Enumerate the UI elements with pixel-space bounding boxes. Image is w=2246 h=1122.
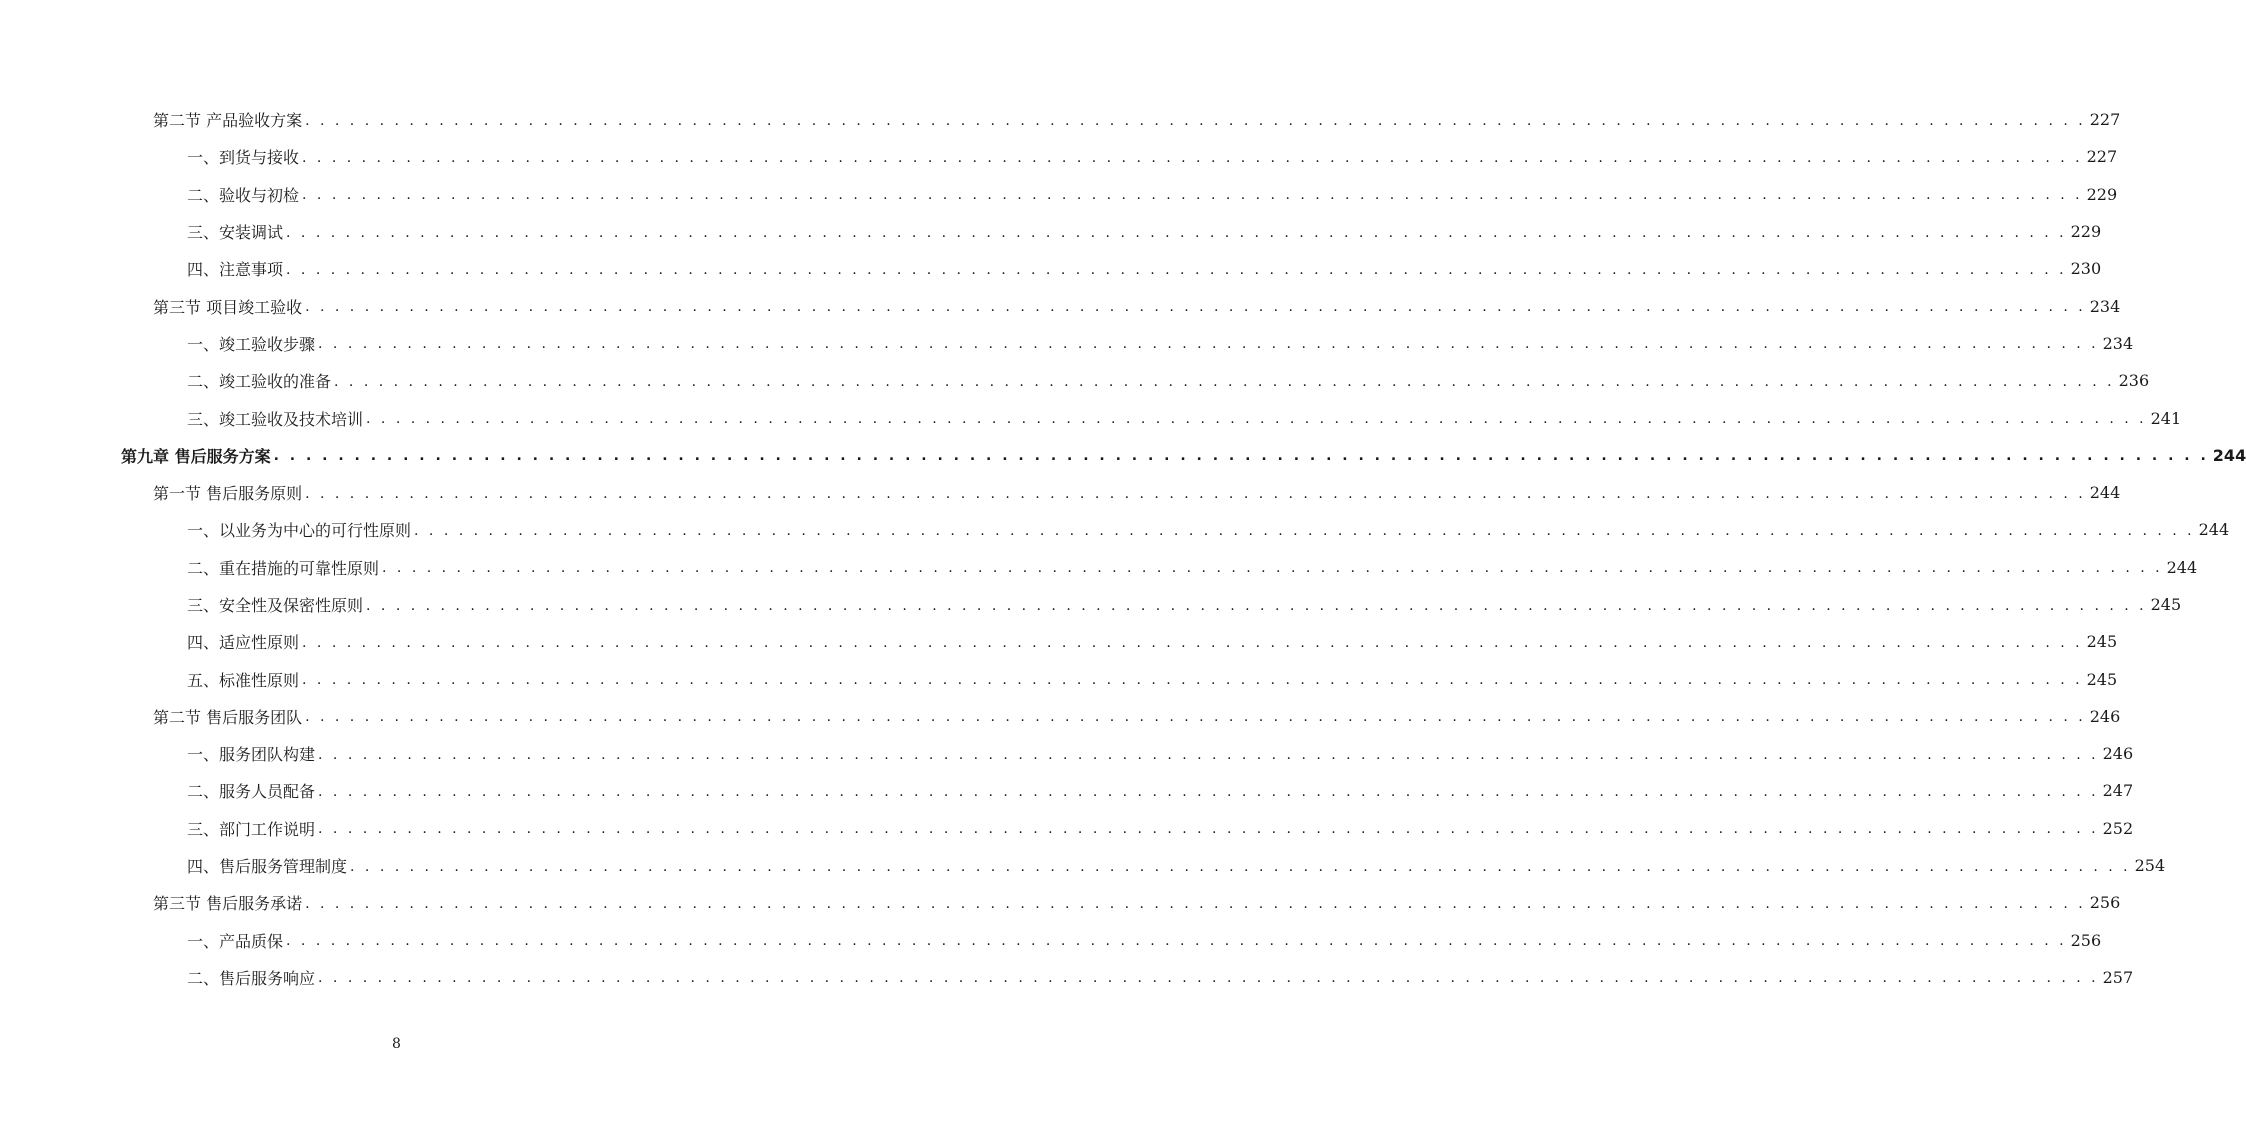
toc-entry-section[interactable] [0, 287, 2121, 324]
dot-leader: . . . . . . . . . . . . . . . . . . . . . . . . . . . . . . . . . . . . . . . . . . . . . . . . . . . . . . . . . . . . . . . . . . . . . . . . . . . . . . . . . . . . . . . . . . . . . . . . . . . . . . . . . . . . . . . . . . . . . . . . [318, 336, 2099, 353]
toc-entry-label: 三、安全性及保密性原则 [187, 596, 364, 615]
dot-leader: . . . . . . . . . . . . . . . . . . . . . . . . . . . . . . . . . . . . . . . . . . . . . . . . . . . . . . . . . . . . . . . . . . . . . . . . . . . . . . . . . . . . . . . . . . . . . . . . . . . . . . . . . . . . . . . . . . . . . . . . [366, 597, 2147, 614]
dot-leader: . . . . . . . . . . . . . . . . . . . . . . . . . . . . . . . . . . . . . . . . . . . . . . . . . . . . . . . . . . . . . . . . . . . . . . . . . . . . . . . . . . . . . . . . . . . . . . . . . . . . . . . . . . . . . . . . . . . . . . . . [350, 858, 2131, 875]
dot-leader: . . . . . . . . . . . . . . . . . . . . . . . . . . . . . . . . . . . . . . . . . . . . . . . . . . . . . . . . . . . . . . . . . . . . . . . . . . . . . . . . . . . . . . . . . . . . . . . . . . . . . . . . . . . . . . . . . . . . . . . . [286, 933, 2067, 950]
toc-entry-page: 257 [2102, 967, 2134, 987]
dot-leader: . . . . . . . . . . . . . . . . . . . . . . . . . . . . . . . . . . . . . . . . . . . . . . . . . . . . . . . . . . . . . . . . . . . . . . . . . . . . . . . . . . . . . . . . . . . . . . . . . . . . . . . . . . . . . . . . . . . . . . . . [318, 783, 2099, 800]
toc-entry-label: 一、服务团队构建 [187, 745, 316, 765]
dot-leader: . . . . . . . . . . . . . . . . . . . . . . . . . . . . . . . . . . . . . . . . . . . . . . . . . . . . . . . . . . . . . . . . . . . . . . . . . . . . . . . . . . . . . . . . . . . . . . . . . . . . . . . . . . . . . . . . . . . . . . . . [318, 746, 2099, 763]
toc-entry-page: 245 [2150, 595, 2182, 614]
dot-leader: . . . . . . . . . . . . . . . . . . . . . . . . . . . . . . . . . . . . . . . . . . . . . . . . . . . . . . . . . . . . . . . . . . . . . . . . . . . . . . . . . . . . . . . . . . . . . . . . . . . . . . . . . . . . . . . . . . . . . . . . [305, 709, 2086, 726]
toc-entry-label: 四、注意事项 [187, 260, 284, 280]
toc-entry-page: 247 [2102, 781, 2134, 801]
toc-entry-label: 三、竣工验收及技术培训 [187, 409, 364, 429]
toc-entry-item[interactable] [0, 959, 2134, 996]
toc-entry-label: 一、到货与接收 [187, 148, 300, 168]
toc-entry-label: 三、安装调试 [187, 223, 284, 243]
dot-leader: . . . . . . . . . . . . . . . . . . . . . . . . . . . . . . . . . . . . . . . . . . . . . . . . . . . . . . . . . . . . . . . . . . . . . . . . . . . . . . . . . . . . . . . . . . . . . . . . . . . . . . . . . . . . . . . . . . . . . . . . [302, 187, 2083, 204]
toc-entry-label: 第九章 售后服务方案 [121, 446, 271, 466]
toc-entry-label: 一、产品质保 [187, 931, 284, 951]
toc-entry-item[interactable] [0, 660, 2118, 697]
toc-entry-item[interactable] [0, 922, 2102, 959]
toc-entry-section[interactable] [0, 698, 2121, 735]
toc-entry-item[interactable] [0, 362, 2150, 399]
toc-entry-item[interactable] [0, 213, 2102, 250]
toc-entry-label: 四、适应性原则 [187, 633, 300, 653]
dot-leader: . . . . . . . . . . . . . . . . . . . . . . . . . . . . . . . . . . . . . . . . . . . . . . . . . . . . . . . . . . . . . . . . . . . . . . . . . . . . . . . . . . . . . . . . . . . . . . . . . . . . . . . . . . . . . . . . . . . . . . . . [305, 485, 2086, 502]
toc-entry-page: 256 [2089, 893, 2121, 913]
toc-entry-label: 第二节 产品验收方案 [153, 111, 303, 131]
toc-entry-item[interactable] [0, 549, 2198, 586]
dot-leader: . . . . . . . . . . . . . . . . . . . . . . . . . . . . . . . . . . . . . . . . . . . . . . . . . . . . . . . . . . . . . . . . . . . . . . . . . . . . . . . . . . . . . . . . . . . . . . . . . . . . . . . . . . . . . . . . . . . . . . . . [302, 149, 2083, 166]
toc-entry-item[interactable] [0, 399, 2182, 436]
toc-entry-item[interactable] [0, 586, 2182, 623]
dot-leader: . . . . . . . . . . . . . . . . . . . . . . . . . . . . . . . . . . . . . . . . . . . . . . . . . . . . . . . . . . . . . . . . . . . . . . . . . . . . . . . . . . . . . . . . . . . . . . . . . . . . . . . . . . . . . . . . . . . . . . . . [414, 522, 2195, 539]
toc-entry-item[interactable] [0, 511, 2230, 548]
toc-entry-label: 二、服务人员配备 [187, 782, 316, 802]
toc-entry-page: 254 [2134, 856, 2166, 876]
toc-entry-page: 229 [2070, 222, 2102, 242]
toc-entry-page: 241 [2150, 408, 2182, 428]
toc-entry-label: 二、竣工验收的准备 [187, 372, 332, 392]
toc-entry-page: 245 [2086, 669, 2118, 689]
toc-entry-section[interactable] [0, 474, 2121, 511]
dot-leader: . . . . . . . . . . . . . . . . . . . . . . . . . . . . . . . . . . . . . . . . . . . . . . . . . . . . . . . . . . . . . . . . . . . . . . . . . . . . . . . . . . . . . . . . . . . . . . . . . . . . . . . . . . . . . . . . . . . . . . . . [302, 672, 2083, 689]
dot-leader: . . . . . . . . . . . . . . . . . . . . . . . . . . . . . . . . . . . . . . . . . . . . . . . . . . . . . . . . . . . . . . . . . . . . . . . . . . . . . . . . . . . . . . . . . . . . . . . . . . . . . . . . . . . . . . . . . . . . . . . . [318, 970, 2099, 987]
toc-entry-page: 234 [2089, 296, 2121, 316]
dot-leader: . . . . . . . . . . . . . . . . . . . . . . . . . . . . . . . . . . . . . . . . . . . . . . . . . . . . . . . . . . . . . . . . . . . . . . . . . . . . . . . . . . . . . . . . . . . . . . . . . . . . . . . . . . . . . . . . . . . . . . . . [286, 261, 2067, 278]
toc-entry-label: 第三节 售后服务承诺 [153, 894, 303, 914]
toc-entry-page: 252 [2102, 818, 2134, 838]
toc-entry-page: 244 [2198, 520, 2230, 540]
toc-entry-item[interactable] [0, 735, 2134, 772]
toc-entry-label: 第一节 售后服务原则 [153, 484, 303, 504]
toc-entry-label: 二、验收与初检 [187, 185, 300, 205]
toc-entry-page: 244 [2212, 445, 2246, 465]
toc-entry-page: 256 [2070, 930, 2102, 950]
toc-entry-item[interactable] [0, 325, 2134, 362]
dot-leader: . . . . . . . . . . . . . . . . . . . . . . . . . . . . . . . . . . . . . . . . . . . . . . . . . . . . . . . . . . . . . . . . . . . . . . . . . . . . . . . . . . . . . . . . . . . . . . . . . . . . . . . . . . . . . . . . . . . . . . . . [305, 299, 2086, 316]
toc-entry-page: 246 [2102, 744, 2134, 764]
dot-leader: . . . . . . . . . . . . . . . . . . . . . . . . . . . . . . . . . . . . . . . . . . . . . . . . . . . . . . . . . . . . . . . . . . . . . . . . . . . . . . . . . . . . . . . . . . . . . . . . . . . . . . . . . . . . . . . . . . . . . . . . [318, 821, 2099, 838]
page-number: 8 [392, 1036, 401, 1052]
toc-entry-label: 五、标准性原则 [187, 670, 300, 690]
toc-entry-page: 244 [2166, 557, 2198, 577]
toc-entry-item[interactable] [0, 176, 2118, 213]
toc-entry-page: 227 [2086, 147, 2118, 167]
toc-entry-label: 一、竣工验收步骤 [187, 334, 316, 354]
toc-entry-section[interactable] [0, 884, 2121, 921]
dot-leader: . . . . . . . . . . . . . . . . . . . . . . . . . . . . . . . . . . . . . . . . . . . . . . . . . . . . . . . . . . . . . . . . . . . . . . . . . . . . . . . . . . . . . . . . . . . . . . . . . . . . . . . . . . . . . . . . . . . . . . . . [366, 411, 2147, 428]
toc-entry-label: 二、售后服务响应 [187, 968, 316, 988]
toc-entry-label: 三、部门工作说明 [187, 819, 316, 839]
dot-leader: . . . . . . . . . . . . . . . . . . . . . . . . . . . . . . . . . . . . . . . . . . . . . . . . . . . . . . . . . . . . . . . . . . . . . . . . . . . . . . . . . . . . . . . . . . . . . . . . . . . . . . . . . . . . . . . . . . . . . . . . [273, 448, 2209, 465]
toc-entry-item[interactable] [0, 250, 2102, 287]
dot-leader: . . . . . . . . . . . . . . . . . . . . . . . . . . . . . . . . . . . . . . . . . . . . . . . . . . . . . . . . . . . . . . . . . . . . . . . . . . . . . . . . . . . . . . . . . . . . . . . . . . . . . . . . . . . . . . . . . . . . . . . . [334, 373, 2115, 390]
table-of-contents [0, 101, 2246, 996]
dot-leader: . . . . . . . . . . . . . . . . . . . . . . . . . . . . . . . . . . . . . . . . . . . . . . . . . . . . . . . . . . . . . . . . . . . . . . . . . . . . . . . . . . . . . . . . . . . . . . . . . . . . . . . . . . . . . . . . . . . . . . . . [382, 560, 2163, 577]
toc-entry-label: 第二节 售后服务团队 [153, 707, 303, 727]
dot-leader: . . . . . . . . . . . . . . . . . . . . . . . . . . . . . . . . . . . . . . . . . . . . . . . . . . . . . . . . . . . . . . . . . . . . . . . . . . . . . . . . . . . . . . . . . . . . . . . . . . . . . . . . . . . . . . . . . . . . . . . . [286, 224, 2067, 241]
toc-entry-chapter[interactable] [0, 437, 2246, 474]
toc-entry-item[interactable] [0, 623, 2118, 660]
dot-leader: . . . . . . . . . . . . . . . . . . . . . . . . . . . . . . . . . . . . . . . . . . . . . . . . . . . . . . . . . . . . . . . . . . . . . . . . . . . . . . . . . . . . . . . . . . . . . . . . . . . . . . . . . . . . . . . . . . . . . . . . [305, 895, 2086, 912]
toc-entry-item[interactable] [0, 847, 2166, 884]
toc-entry-page: 234 [2102, 333, 2134, 353]
dot-leader: . . . . . . . . . . . . . . . . . . . . . . . . . . . . . . . . . . . . . . . . . . . . . . . . . . . . . . . . . . . . . . . . . . . . . . . . . . . . . . . . . . . . . . . . . . . . . . . . . . . . . . . . . . . . . . . . . . . . . . . . [305, 112, 2086, 129]
toc-entry-page: 244 [2089, 483, 2121, 503]
toc-entry-label: 第三节 项目竣工验收 [153, 297, 303, 317]
toc-entry-item[interactable] [0, 810, 2134, 847]
toc-entry-page: 227 [2089, 110, 2121, 130]
toc-entry-item[interactable] [0, 138, 2118, 175]
toc-entry-page: 236 [2118, 371, 2150, 391]
toc-entry-page: 246 [2089, 706, 2121, 726]
toc-entry-page: 230 [2070, 259, 2102, 279]
toc-entry-item[interactable] [0, 772, 2134, 809]
dot-leader: . . . . . . . . . . . . . . . . . . . . . . . . . . . . . . . . . . . . . . . . . . . . . . . . . . . . . . . . . . . . . . . . . . . . . . . . . . . . . . . . . . . . . . . . . . . . . . . . . . . . . . . . . . . . . . . . . . . . . . . . [302, 634, 2083, 651]
toc-entry-section[interactable] [0, 101, 2121, 138]
toc-entry-page: 245 [2086, 632, 2118, 652]
toc-entry-label: 二、重在措施的可靠性原则 [187, 558, 380, 578]
toc-entry-label: 一、以业务为中心的可行性原则 [187, 521, 412, 541]
toc-entry-label: 四、售后服务管理制度 [187, 857, 348, 877]
toc-entry-page: 229 [2086, 184, 2118, 204]
